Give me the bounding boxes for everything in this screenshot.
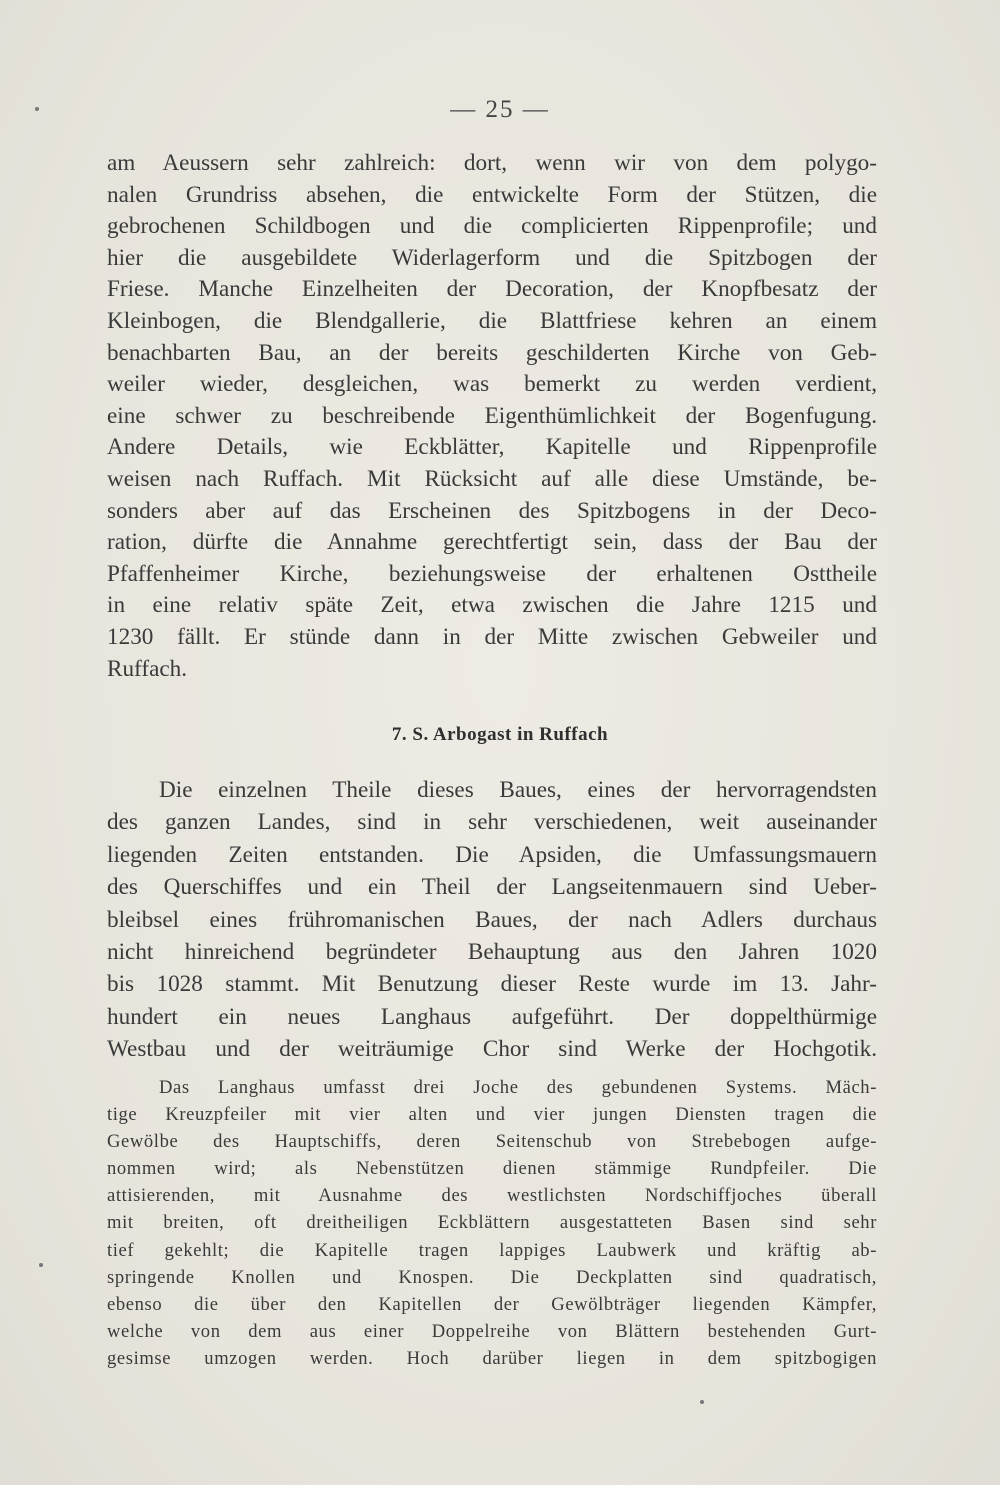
text-line: Pfaffenheimer Kirche, beziehungsweise der erhaltenen Osttheile (107, 560, 877, 587)
text-line: nalen Grundriss absehen, die entwickelte Form der Stützen, die (107, 181, 877, 208)
text-line: nicht hinreichend begründeter Behauptung aus den Jahren 1020 (107, 939, 877, 966)
page-number: — 25 — (450, 96, 550, 123)
print-speck (35, 107, 39, 111)
paragraph-2 (107, 774, 877, 1066)
text-line: gesimse umzogen werden. Hoch darüber liegen in dem spitzbogigen (107, 1347, 877, 1369)
text-line: weiler wieder, desgleichen, was bemerkt zu werden verdient, (107, 371, 877, 398)
text-line: in eine relativ späte Zeit, etwa zwischen die Jahre 1215 und (107, 592, 877, 619)
text-line: Westbau und der weiträumige Chor sind Werke der Hochgotik. (107, 1036, 877, 1063)
text-line: 1230 fällt. Er stünde dann in der Mitte zwischen Gebweiler und (107, 623, 877, 650)
paragraph-1 (107, 148, 877, 685)
text-line: bleibsel eines frühromanischen Baues, der nach Adlers durchaus (107, 906, 877, 933)
text-line: des Querschiffes und ein Theil der Langseitenmauern sind Ueber- (107, 874, 877, 901)
text-line: tige Kreuzpfeiler mit vier alten und vier jungen Diensten tragen die (107, 1104, 877, 1126)
text-line: des ganzen Landes, sind in sehr verschiedenen, weit auseinander (107, 809, 877, 836)
text-line: weisen nach Ruffach. Mit Rücksicht auf alle diese Umstände, be- (107, 465, 877, 492)
text-line: benachbarten Bau, an der bereits geschilderten Kirche von Geb- (107, 339, 877, 366)
paragraph-3-small-print (107, 1074, 877, 1372)
text-line: sonders aber auf das Erscheinen des Spitzbogens in der Deco- (107, 497, 877, 524)
print-speck (39, 1263, 43, 1267)
text-line: hundert ein neues Langhaus aufgeführt. Der doppelthürmige (107, 1003, 877, 1030)
text-line: liegenden Zeiten entstanden. Die Apsiden, die Umfassungsmauern (107, 841, 877, 868)
text-line: bis 1028 stammt. Mit Benutzung dieser Reste wurde im 13. Jahr- (107, 971, 877, 998)
text-line: Das Langhaus umfasst drei Joche des gebundenen Systems. Mäch- (159, 1077, 877, 1098)
text-line: Friese. Manche Einzelheiten der Decoration, der Knopfbesatz der (107, 276, 877, 303)
text-line: attisierenden, mit Ausnahme des westlichsten Nordschiffjoches überall (107, 1185, 877, 1207)
text-line: am Aeussern sehr zahlreich: dort, wenn wir von dem polygo- (107, 150, 877, 176)
text-line: Gewölbe des Hauptschiffs, deren Seitenschub von Strebebogen aufge- (107, 1131, 877, 1153)
text-line: eine schwer zu beschreibende Eigenthümlichkeit der Bogenfugung. (107, 402, 877, 429)
text-line: ration, dürfte die Annahme gerechtfertigt sein, dass der Bau der (107, 529, 877, 556)
text-line: welche von dem aus einer Doppelreihe von Blättern bestehenden Gurt- (107, 1320, 877, 1342)
text-line: Andere Details, wie Eckblätter, Kapitelle und Rippenprofile (107, 434, 877, 461)
text-line: Die einzelnen Theile dieses Baues, eines der hervorragendsten (159, 777, 877, 803)
print-speck (700, 1400, 704, 1404)
text-line: tief gekehlt; die Kapitelle tragen lappiges Laubwerk und kräftig ab- (107, 1239, 877, 1261)
section-heading: 7. S. Arbogast in Ruffach (391, 724, 609, 745)
text-line: Kleinbogen, die Blendgallerie, die Blattfriese kehren an einem (107, 307, 877, 334)
text-line: Ruffach. (107, 655, 188, 682)
text-line: mit breiten, oft dreitheiligen Eckblättern ausgestatteten Basen sind sehr (107, 1212, 877, 1234)
text-line: nommen wird; als Nebenstützen dienen stämmige Rundpfeiler. Die (107, 1158, 877, 1180)
text-line: gebrochenen Schildbogen und die complicierten Rippenprofile; und (107, 213, 877, 240)
text-line: hier die ausgebildete Widerlagerform und die Spitzbogen der (107, 244, 877, 271)
text-line: ebenso die über den Kapitellen der Gewölbträger liegenden Kämpfer, (107, 1293, 877, 1315)
text-line: springende Knollen und Knospen. Die Deckplatten sind quadratisch, (107, 1266, 877, 1288)
